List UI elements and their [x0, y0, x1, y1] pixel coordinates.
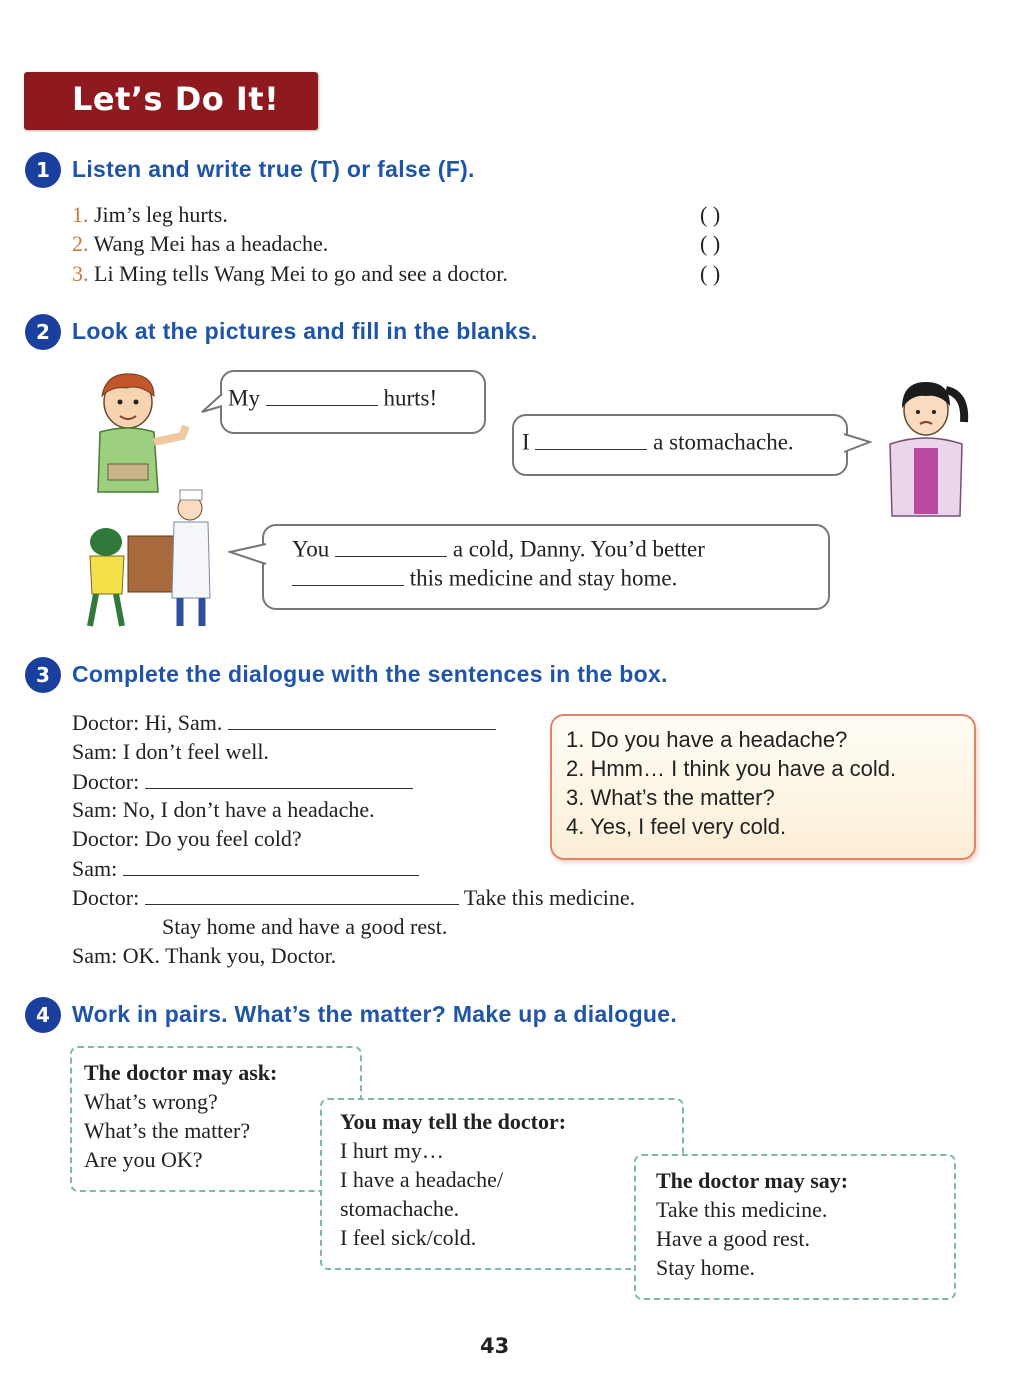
doctor-say-line: Have a good rest. [656, 1226, 810, 1251]
doctor-say-line: Stay home. [656, 1255, 755, 1280]
patient-tell-line: I hurt my… [340, 1138, 444, 1163]
tf-item-number: 2. [72, 231, 89, 256]
dialogue-line-7 [72, 884, 635, 911]
dialogue-line-5: Doctor: Do you feel cold? [72, 826, 302, 851]
option-3: 3. What’s the matter? [566, 785, 775, 810]
section-1-heading: Listen and write true (T) or false (F). [72, 156, 475, 182]
option-2: 2. Hmm… I think you have a cold. [566, 756, 897, 781]
bubble-2-part-a: I [522, 429, 530, 455]
bubble-2-text [522, 428, 794, 456]
tf-item-1 [72, 202, 228, 228]
bubble-3-part-b: a cold, Danny. You’d better [452, 536, 705, 562]
blank[interactable] [123, 855, 419, 876]
dialogue-line-9: Sam: OK. Thank you, Doctor. [72, 943, 337, 968]
answer-box[interactable]: ( ) [700, 231, 721, 256]
bubble-tail [200, 392, 224, 416]
bubble-3-line-2 [292, 564, 677, 592]
tf-item-text: Li Ming tells Wang Mei to go and see a doctor. [94, 261, 508, 286]
tf-item-2 [72, 231, 328, 257]
blank[interactable] [335, 535, 447, 557]
doctor-ask-line: What’s the matter? [84, 1118, 251, 1143]
patient-tell-line: I feel sick/cold. [340, 1225, 477, 1250]
blank[interactable] [535, 428, 647, 450]
bubble-1-part-a: My [228, 385, 260, 411]
option-4: 4. Yes, I feel very cold. [566, 814, 787, 839]
answer-box[interactable]: ( ) [700, 202, 721, 227]
section-1-number: 1 [25, 152, 61, 188]
doctor-ask-line: What’s wrong? [84, 1089, 218, 1114]
banner-title: Let’s Do It! [72, 80, 280, 118]
doctor-say-line: Take this medicine. [656, 1197, 828, 1222]
dialogue-line-1 [72, 709, 496, 736]
tf-item-3 [72, 261, 508, 287]
bubble-1-part-b: hurts! [383, 385, 438, 411]
dialogue-text: Doctor: [72, 768, 140, 794]
patient-tell-line: stomachache. [340, 1196, 460, 1221]
answer-box[interactable]: ( ) [700, 261, 721, 286]
tf-item-number: 3. [72, 261, 89, 286]
bubble-3-part-c: this medicine and stay home. [409, 565, 678, 591]
tf-item-text: Wang Mei has a headache. [93, 231, 329, 256]
bubble-2-part-b: a stomachache. [653, 429, 794, 455]
tf-item-text: Jim’s leg hurts. [94, 202, 228, 227]
boy-illustration [88, 368, 198, 500]
doctor-patient-illustration [76, 486, 226, 630]
tf-item-number: 1. [72, 202, 89, 227]
section-4-number: 4 [25, 997, 61, 1033]
bubble-3-line-1 [292, 535, 705, 563]
blank[interactable] [145, 884, 459, 905]
section-3-number: 3 [25, 657, 61, 693]
section-2-number: 2 [25, 314, 61, 350]
bubble-1-text [228, 384, 437, 412]
section-2-heading: Look at the pictures and fill in the blanks. [72, 318, 538, 344]
dialogue-text: Take this medicine. [463, 884, 636, 910]
girl-illustration [880, 376, 976, 520]
patient-tell-line: I have a headache/ [340, 1167, 504, 1192]
dialogue-line-3 [72, 768, 413, 795]
section-3-heading: Complete the dialogue with the sentences in the box. [72, 661, 668, 687]
dialogue-line-6 [72, 855, 419, 882]
dialogue-text: Sam: [72, 855, 118, 881]
page-number: 43 [480, 1334, 510, 1358]
bubble-tail [842, 430, 872, 456]
section-banner [24, 72, 318, 130]
blank[interactable] [145, 768, 413, 789]
doctor-say-title: The doctor may say: [656, 1168, 849, 1193]
section-4-heading: Work in pairs. What’s the matter? Make up a dialogue. [72, 1001, 678, 1027]
dialogue-line-2: Sam: I don’t feel well. [72, 739, 269, 764]
blank[interactable] [266, 384, 378, 406]
doctor-ask-title: The doctor may ask: [84, 1060, 278, 1085]
doctor-ask-line: Are you OK? [84, 1147, 203, 1172]
dialogue-line-4: Sam: No, I don’t have a headache. [72, 797, 375, 822]
option-1: 1. Do you have a headache? [566, 727, 848, 752]
bubble-3-part-a: You [292, 536, 330, 562]
blank[interactable] [228, 709, 496, 730]
dialogue-line-8: Stay home and have a good rest. [162, 914, 448, 939]
dialogue-text: Doctor: Hi, Sam. [72, 709, 223, 735]
bubble-tail [228, 540, 268, 570]
blank[interactable] [292, 564, 404, 586]
patient-tell-title: You may tell the doctor: [340, 1109, 567, 1134]
dialogue-text: Doctor: [72, 884, 140, 910]
